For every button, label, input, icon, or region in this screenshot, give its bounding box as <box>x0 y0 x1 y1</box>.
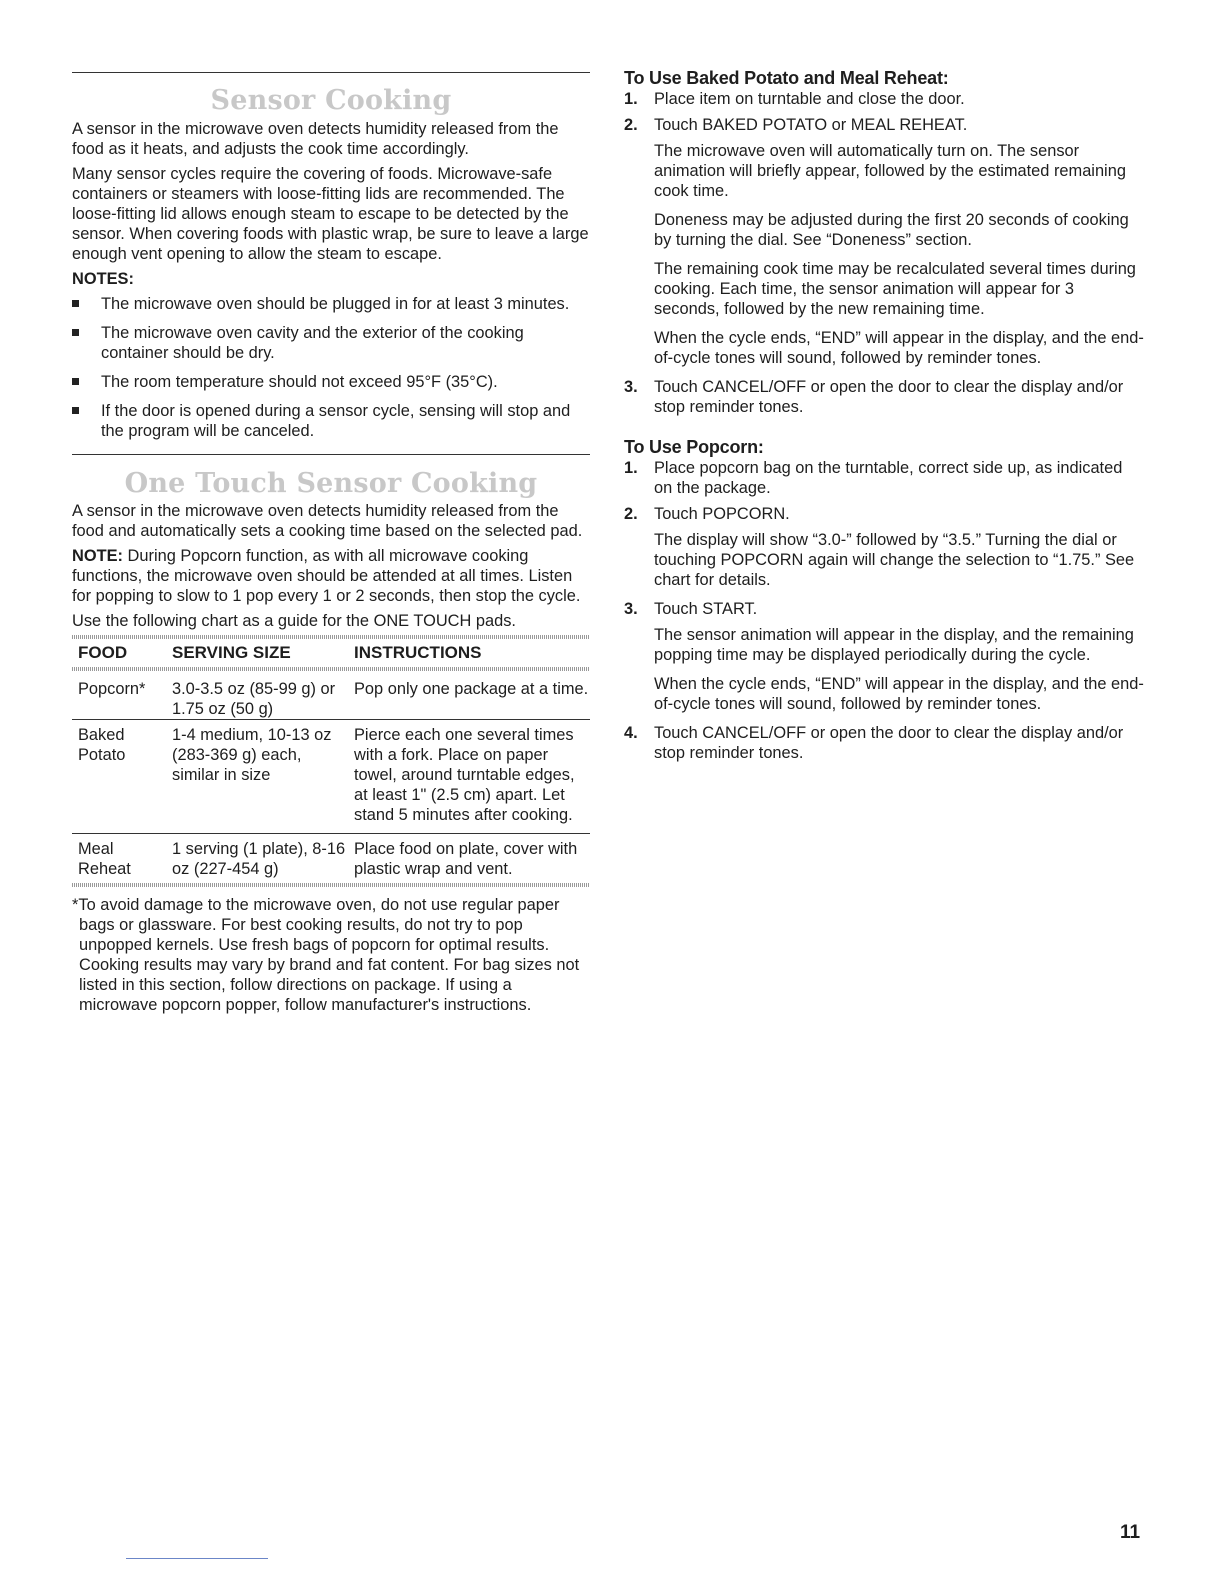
table-row <box>72 671 590 720</box>
note-item: If the door is opened during a sensor cycle, sensing will stop and the program will be canceled. <box>72 401 590 441</box>
step-item: 1. Place popcorn bag on the turntable, correct side up, as indicated on the package. <box>624 459 1123 497</box>
step-detail: Doneness may be adjusted during the first 20 seconds of cooking by turning the dial. See “Doneness” section. <box>654 211 1129 249</box>
one-touch-intro: A sensor in the microwave oven detects humidity released from the food and automatically sets a cooking time based on the selected pad. <box>72 502 583 540</box>
bottom-link-rule <box>126 1558 268 1559</box>
food-cell: Baked Potato <box>78 726 126 764</box>
size-cell: 3.0-3.5 oz (85-99 g) or 1.75 oz (50 g) <box>172 680 336 718</box>
step-detail: The display will show “3.0-” followed by “3.5.” Turning the dial or touching POPCORN again will change the selection to “1.75.” See chart for details. <box>654 531 1135 589</box>
bullet-square-icon <box>72 378 79 385</box>
instructions-cell: Pierce each one several times with a fork. Place on paper towel, around turntable edges, at least 1" (2.5 cm) apart. Let stand 5 minutes after cooking. <box>354 726 575 824</box>
sensor-cooking-title: Sensor Cooking <box>210 85 452 116</box>
header-serving-size: SERVING SIZE <box>172 643 291 662</box>
instructions-cell: Pop only one package at a time. <box>354 680 589 698</box>
table-header-row <box>72 639 590 667</box>
table-row <box>72 720 590 834</box>
popcorn-heading: To Use Popcorn: <box>624 437 764 457</box>
step-item: 3. Touch CANCEL/OFF or open the door to clear the display and/or stop reminder tones. <box>624 378 1124 416</box>
table-row <box>72 834 590 883</box>
note-item: The microwave oven cavity and the exterior of the cooking container should be dry. <box>72 323 590 363</box>
header-instructions: INSTRUCTIONS <box>354 643 482 662</box>
step-item: 1. Place item on turntable and close the door. <box>624 90 965 108</box>
step-detail: The sensor animation will appear in the display, and the remaining popping time may be displayed periodically during the cycle. <box>654 626 1134 664</box>
chart-guide-text: Use the following chart as a guide for the ONE TOUCH pads. <box>72 612 516 630</box>
one-touch-table <box>72 639 590 883</box>
bullet-square-icon <box>72 329 79 336</box>
left-column <box>72 0 590 1015</box>
food-cell: Meal Reheat <box>78 840 131 878</box>
page-number: 11 <box>1120 1522 1141 1543</box>
step-detail: The remaining cook time may be recalculated several times during cooking. Each time, the sensor animation will appear for 3 seconds, followed by the new remaining time. <box>654 260 1136 318</box>
popcorn-footnote: *To avoid damage to the microwave oven, do not use regular paper bags or glassware. For best cooking results, do not try to pop unpopped kernels. Use fresh bags of popcorn for optimal results. Cooking results may vary by brand and fat content. For bag sizes not listed in this section, follow directions on package. If using a microwave popcorn popper, follow manufacturer's instructions. <box>72 896 580 1014</box>
step-item: 3. Touch START. <box>624 600 758 618</box>
right-column <box>624 0 1144 763</box>
sensor-covering-text: Many sensor cycles require the covering of foods. Microwave-safe containers or steamers with loose-fitting lids are recommended. The loose-fitting lid allows enough steam to escape to be detected by the sensor. When covering foods with plastic wrap, be sure to leave a large enough vent opening to allow the steam to escape. <box>72 165 589 263</box>
bullet-square-icon <box>72 300 79 307</box>
step-detail: The microwave oven will automatically turn on. The sensor animation will briefly appear, followed by the estimated remaining cook time. <box>654 142 1126 200</box>
header-food: FOOD <box>78 643 128 662</box>
bullet-square-icon <box>72 407 79 414</box>
size-cell: 1-4 medium, 10-13 oz (283-369 g) each, similar in size <box>172 726 332 784</box>
one-touch-sensor-title: One Touch Sensor Cooking <box>124 468 538 499</box>
note-item: The microwave oven should be plugged in for at least 3 minutes. <box>72 294 590 314</box>
sensor-intro: A sensor in the microwave oven detects humidity released from the food as it heats, and adjusts the cook time accordingly. <box>72 120 559 158</box>
instructions-cell: Place food on plate, cover with plastic wrap and vent. <box>354 840 578 878</box>
step-item: 2. Touch POPCORN. <box>624 505 790 523</box>
baked-potato-heading: To Use Baked Potato and Meal Reheat: <box>624 68 949 88</box>
size-cell: 1 serving (1 plate), 8-16 oz (227-454 g) <box>172 840 346 878</box>
notes-label: NOTES: <box>72 270 134 288</box>
note-item: The room temperature should not exceed 95°F (35°C). <box>72 372 590 392</box>
food-cell: Popcorn* <box>78 680 146 698</box>
step-item: 2. Touch BAKED POTATO or MEAL REHEAT. <box>624 116 968 134</box>
popcorn-note: NOTE: During Popcorn function, as with all microwave cooking functions, the microwave oven should be attended at all times. Listen for popping to slow to 1 pop every 1 or 2 seconds, then stop the cycle. <box>72 547 581 605</box>
step-item: 4. Touch CANCEL/OFF or open the door to clear the display and/or stop reminder tones. <box>624 724 1124 762</box>
step-detail: When the cycle ends, “END” will appear in the display, and the end-of-cycle tones will sound, followed by reminder tones. <box>654 329 1144 367</box>
step-detail: When the cycle ends, “END” will appear in the display, and the end-of-cycle tones will sound, followed by reminder tones. <box>654 675 1144 713</box>
